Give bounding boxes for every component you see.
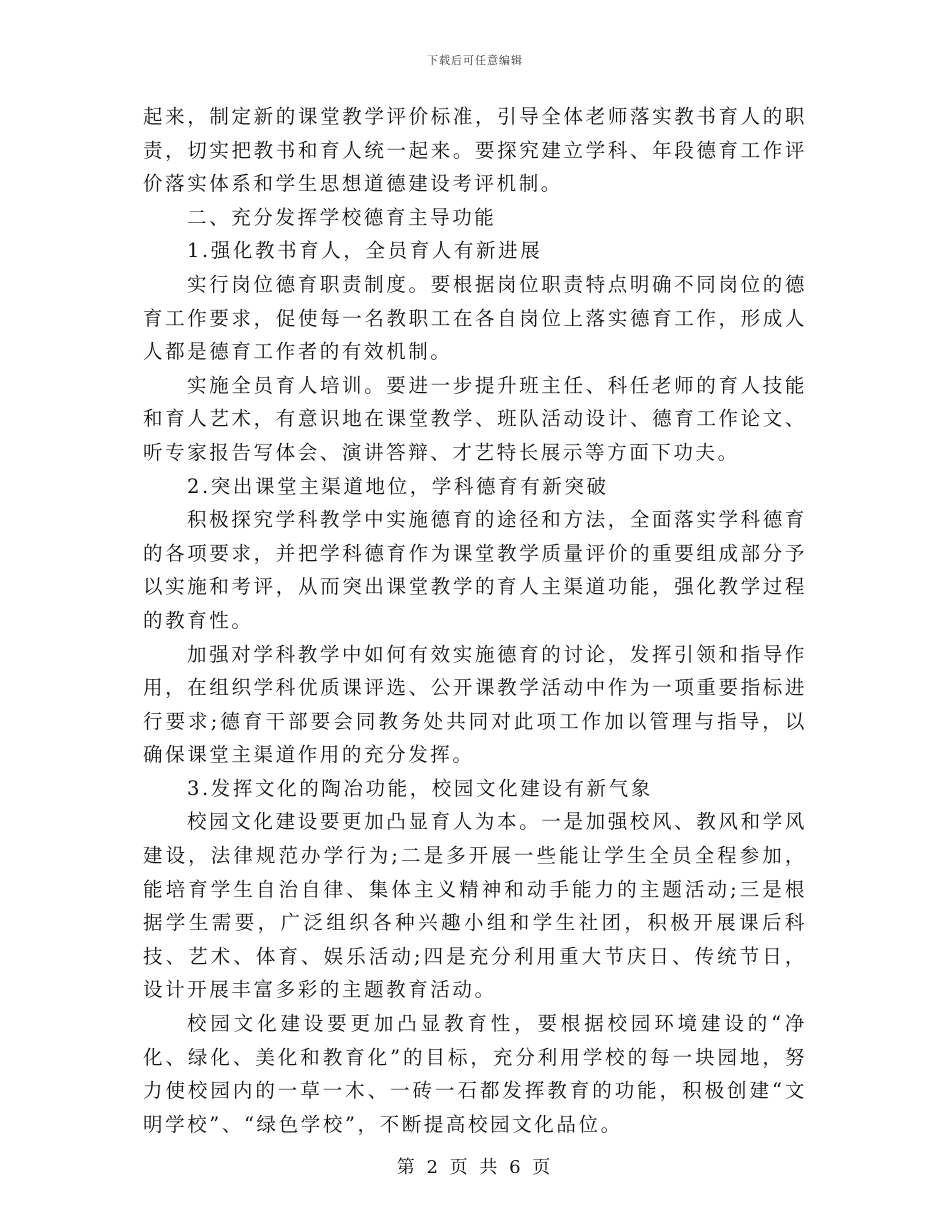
- paragraph-continuation: 起来，制定新的课堂教学评价标准，引导全体老师落实教书育人的职责，切实把教书和育人统一起来。要探究建立学科、年段德育工作评价落实体系和学生思想道德建设考评机制。: [143, 105, 807, 196]
- page-footer: [0, 1153, 950, 1179]
- page-number-label: 第 2 页 共 6 页: [396, 1157, 554, 1178]
- section-heading: 二、充分发挥学校德育主导功能: [187, 205, 497, 229]
- paragraph: 加强对学科教学中如何有效实施德育的讨论，发挥引领和指导作用，在组织学科优质课评选、公开课教学活动中作为一项重要指标进行要求;德育干部要会同教务处共同对此项工作加以管理与指导，以确保课堂主渠道作用的充分发挥。: [143, 642, 807, 767]
- subsection-heading: 1.强化教书育人，全员育人有新进展: [187, 239, 543, 263]
- header-note: 下载后可任意编辑: [427, 54, 523, 67]
- subsection-heading: 3.发挥文化的陶冶功能，校园文化建设有新气象: [187, 776, 653, 800]
- paragraph: 实行岗位德育职责制度。要根据岗位职责特点明确不同岗位的德育工作要求，促使每一名教职工在各自岗位上落实德育工作，形成人人都是德育工作者的有效机制。: [143, 272, 807, 364]
- paragraph: 校园文化建设要更加凸显育人为本。一是加强校风、教风和学风建设，法律规范办学行为;二是多开展一些能让学生全员全程参加，能培育学生自治自律、集体主义精神和动手能力的主题活动;三是根据学生需要，广泛组织各种兴趣小组和学生社团，积极开展课后科技、艺术、体育、娱乐活动;四是充分利用重大节庆日、传统节日，设计开展丰富多彩的主题教育活动。: [143, 810, 807, 1002]
- paragraph: 校园文化建设要更加凸显教育性，要根据校园环境建设的“净化、绿化、美化和教育化”的目标，充分利用学校的每一块园地，努力使校园内的一草一木、一砖一石都发挥教育的功能，积极创建“文明学校”、“绿色学校”，不断提高校园文化品位。: [143, 1012, 807, 1136]
- paragraph: 实施全员育人培训。要进一步提升班主任、科任老师的育人技能和育人艺术，有意识地在课堂教学、班队活动设计、德育工作论文、听专家报告写体会、演讲答辩、才艺特长展示等方面下功夫。: [143, 373, 807, 464]
- paragraph: 积极探究学科教学中实施德育的途径和方法，全面落实学科德育的各项要求，并把学科德育作为课堂教学质量评价的重要组成部分予以实施和考评，从而突出课堂教学的育人主渠道功能，强化教学过程的教育性。: [143, 508, 807, 632]
- body-text: [143, 100, 807, 1141]
- subsection-heading: 2.突出课堂主渠道地位，学科德育有新突破: [187, 474, 609, 498]
